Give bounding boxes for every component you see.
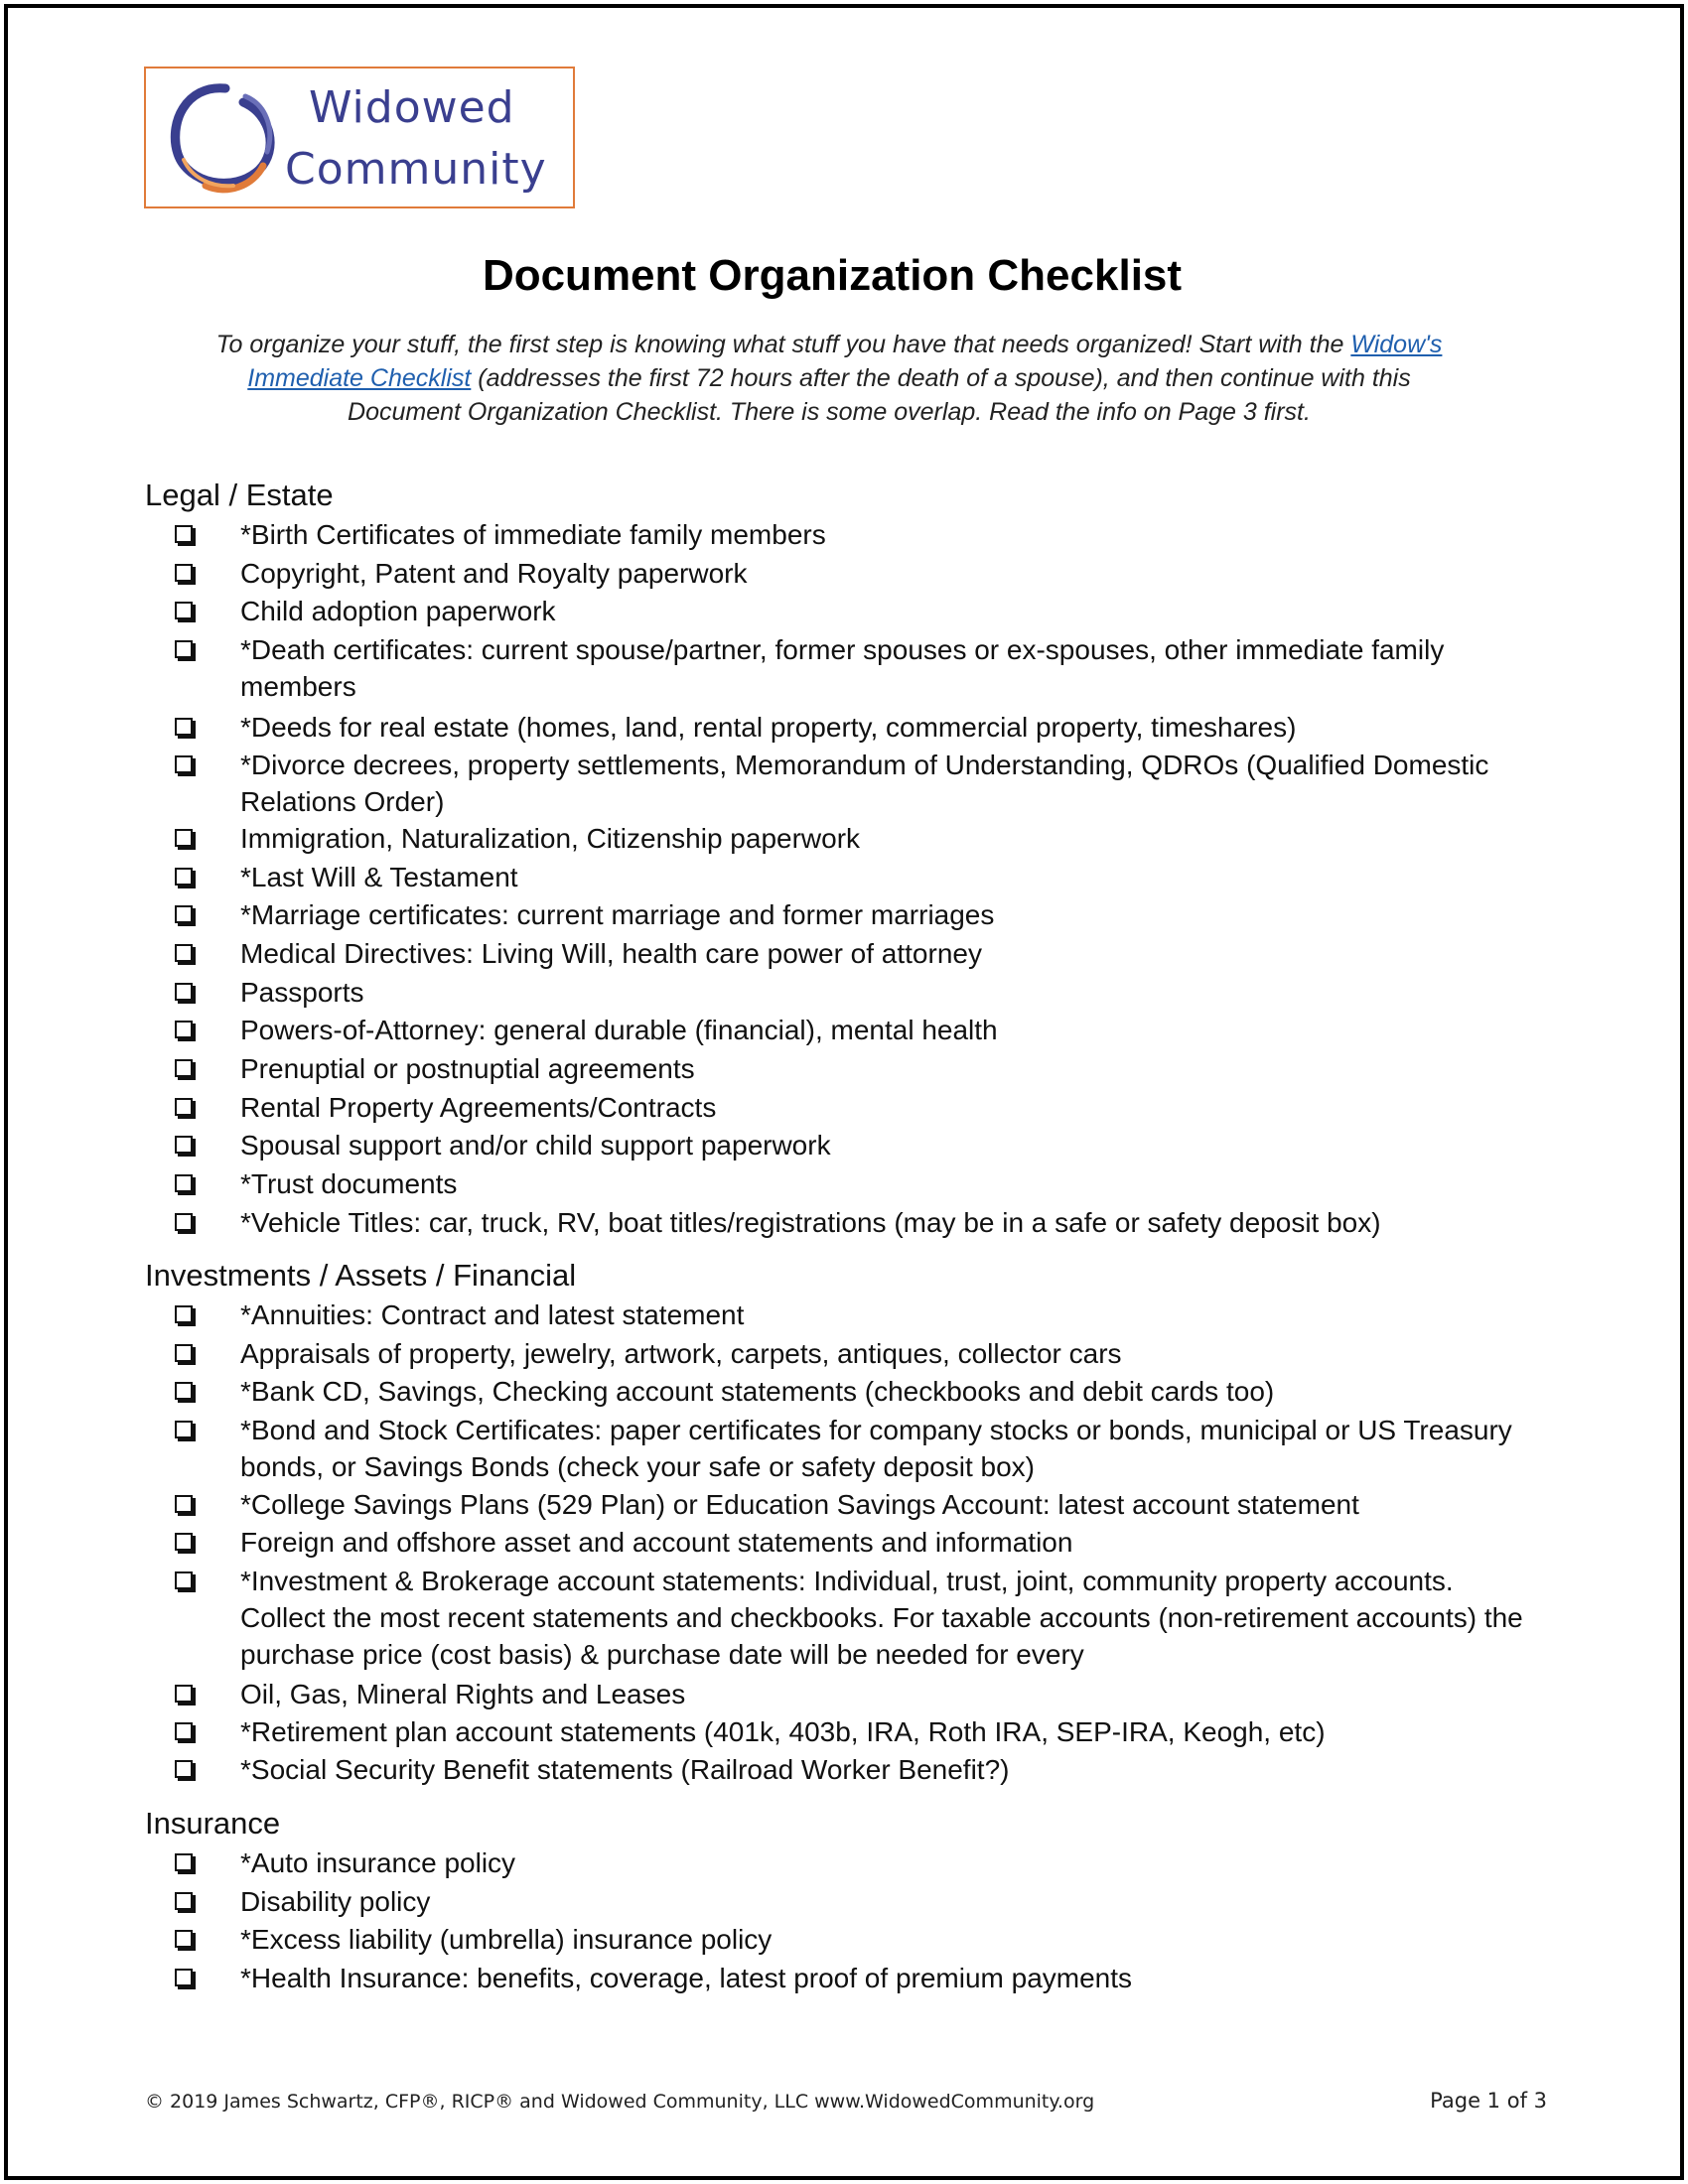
intro-text-1: To organize your stuff, the first step is knowing what stuff you have that needs organized! Start with the — [215, 331, 1351, 358]
checkbox-icon[interactable] — [175, 905, 193, 923]
checkbox-icon[interactable] — [175, 602, 193, 619]
checkbox-icon[interactable] — [175, 1571, 193, 1589]
checkbox-icon[interactable] — [175, 1930, 193, 1948]
checklist-item[interactable]: *Vehicle Titles: car, truck, RV, boat titles/registrations (may be in a safe or safety deposit box) — [175, 1204, 1525, 1241]
checkbox-icon[interactable] — [175, 829, 193, 847]
checkbox-icon[interactable] — [175, 944, 193, 962]
checkbox-icon[interactable] — [175, 1021, 193, 1038]
checkbox-icon[interactable] — [175, 1421, 193, 1438]
checklist-item[interactable]: *Marriage certificates: current marriage and former marriages — [175, 896, 1525, 933]
footer-copyright: © 2019 James Schwartz, CFP®, RICP® and Widowed Community, LLC www.WidowedCommunity.org — [145, 2091, 1095, 2113]
checklist-item[interactable]: Immigration, Naturalization, Citizenship paperwork — [175, 820, 1525, 857]
checklist-item[interactable]: *Divorce decrees, property settlements, Memorandum of Understanding, QDROs (Qualified Domestic Relations Order) — [175, 747, 1525, 820]
checklist-item[interactable]: *Last Will & Testament — [175, 859, 1525, 895]
checklist-item[interactable]: *Birth Certificates of immediate family members — [175, 516, 1525, 553]
checkbox-icon[interactable] — [175, 1760, 193, 1778]
checklist-item[interactable]: Disability policy — [175, 1883, 1525, 1920]
checklist-item[interactable]: *Bank CD, Savings, Checking account statements (checkbooks and debit cards too) — [175, 1373, 1525, 1410]
checkbox-icon[interactable] — [175, 564, 193, 582]
checklist-item[interactable]: Rental Property Agreements/Contracts — [175, 1089, 1525, 1126]
checkbox-icon[interactable] — [175, 1059, 193, 1077]
checkbox-icon[interactable] — [175, 1533, 193, 1551]
checklist-item[interactable]: *Retirement plan account statements (401k, 403b, IRA, Roth IRA, SEP-IRA, Keogh, etc) — [175, 1713, 1525, 1750]
checkbox-icon[interactable] — [175, 525, 193, 543]
widows-checklist-link-part2[interactable]: Immediate Checklist — [247, 364, 472, 392]
checklist-item[interactable]: *College Savings Plans (529 Plan) or Education Savings Account: latest account statement — [175, 1486, 1525, 1523]
checklist-item[interactable]: Spousal support and/or child support paperwork — [175, 1127, 1525, 1163]
checkbox-icon[interactable] — [175, 1969, 193, 1986]
checkbox-icon[interactable] — [175, 1098, 193, 1116]
checklist-item[interactable]: Copyright, Patent and Royalty paperwork — [175, 555, 1525, 592]
checklist-item[interactable]: Medical Directives: Living Will, health care power of attorney — [175, 935, 1525, 972]
widowed-community-logo — [144, 67, 575, 208]
widows-checklist-link-part1[interactable]: Widow's — [1350, 331, 1443, 358]
checklist-item[interactable]: *Trust documents — [175, 1165, 1525, 1202]
checkbox-icon[interactable] — [175, 868, 193, 886]
checkbox-icon[interactable] — [175, 1344, 193, 1362]
checklist-item[interactable]: Passports — [175, 974, 1525, 1011]
section-heading-legal-estate: Legal / Estate — [145, 478, 334, 512]
checkbox-icon[interactable] — [175, 1305, 193, 1323]
checkbox-icon[interactable] — [175, 1495, 193, 1513]
section-heading-investments: Investments / Assets / Financial — [145, 1258, 577, 1293]
checklist-item[interactable]: *Deeds for real estate (homes, land, rental property, commercial property, timeshares) — [175, 709, 1525, 746]
checklist-item[interactable]: Powers-of-Attorney: general durable (financial), mental health — [175, 1012, 1525, 1048]
checklist-item[interactable]: Appraisals of property, jewelry, artwork, carpets, antiques, collector cars — [175, 1335, 1525, 1372]
checklist-item[interactable]: *Annuities: Contract and latest statement — [175, 1297, 1525, 1333]
checklist-item[interactable]: Oil, Gas, Mineral Rights and Leases — [175, 1676, 1525, 1712]
checklist-item[interactable]: Child adoption paperwork — [175, 593, 1525, 629]
checklist-item[interactable]: *Death certificates: current spouse/partner, former spouses or ex-spouses, other immediate family members — [175, 631, 1525, 705]
checklist-item[interactable]: *Bond and Stock Certificates: paper certificates for company stocks or bonds, municipal or US Treasury bonds, or Savings Bonds (check your safe or safety deposit box) — [175, 1412, 1525, 1485]
intro-paragraph — [159, 328, 1499, 429]
intro-text-2: (addresses the first 72 hours after the death of a spouse), and then continue with this — [471, 364, 1411, 392]
footer-page-number: Page 1 of 3 — [1430, 2089, 1547, 2113]
checklist-item[interactable]: *Auto insurance policy — [175, 1844, 1525, 1881]
checkbox-icon[interactable] — [175, 1174, 193, 1192]
checkbox-icon[interactable] — [175, 1892, 193, 1910]
checklist-item[interactable]: *Excess liability (umbrella) insurance policy — [175, 1921, 1525, 1958]
checkbox-icon[interactable] — [175, 1853, 193, 1871]
checkbox-icon[interactable] — [175, 1136, 193, 1154]
checkbox-icon[interactable] — [175, 983, 193, 1001]
checkbox-icon[interactable] — [175, 755, 193, 773]
section-heading-insurance: Insurance — [145, 1806, 281, 1841]
checklist-item[interactable]: *Health Insurance: benefits, coverage, latest proof of premium payments — [175, 1960, 1525, 1996]
checklist-item[interactable]: *Investment & Brokerage account statements: Individual, trust, joint, community property accounts. Collect the most recent statements and checkbooks. For taxable accounts (non-retirement accounts) the purchase price (cost basis) & purchase date will be needed for every — [175, 1563, 1525, 1673]
checkbox-icon[interactable] — [175, 1213, 193, 1231]
checklist-item[interactable]: Prenuptial or postnuptial agreements — [175, 1050, 1525, 1087]
swirl-logo-icon — [156, 74, 285, 204]
checkbox-icon[interactable] — [175, 1685, 193, 1703]
checkbox-icon[interactable] — [175, 718, 193, 736]
checklist-item[interactable]: *Social Security Benefit statements (Railroad Worker Benefit?) — [175, 1751, 1525, 1788]
logo-text-line2: Community — [285, 144, 547, 195]
checkbox-icon[interactable] — [175, 640, 193, 658]
checkbox-icon[interactable] — [175, 1722, 193, 1740]
logo-text-line1: Widowed — [309, 82, 515, 133]
checkbox-icon[interactable] — [175, 1382, 193, 1400]
intro-text-3: Document Organization Checklist. There is some overlap. Read the info on Page 3 first. — [348, 398, 1311, 426]
checklist-item[interactable]: Foreign and offshore asset and account statements and information — [175, 1524, 1525, 1561]
page-title: Document Organization Checklist — [482, 251, 1183, 300]
